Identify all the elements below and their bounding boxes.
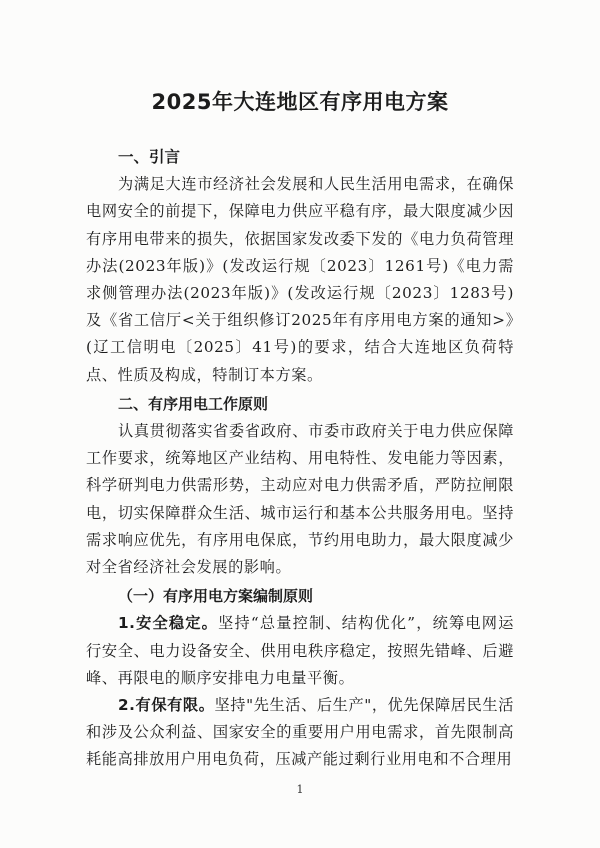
principle-item-safety-label: 1.安全稳定。	[118, 614, 219, 633]
principles-paragraph: 认真贯彻落实省委省政府、市委市政府关于电力供应保障工作要求，统筹地区产业结构、用电特性、发电能力等因素，科学研判电力供需形势，主动应对电力供需矛盾，严防拉闸限电，切实保障群众生活、城市运行和基本公共服务用电。坚持需求响应优先，有序用电保底，节约用电助力，最大限度减少对全省经济社会发展的影响。	[86, 422, 514, 577]
document-body	[86, 144, 514, 774]
introduction-paragraph: 为满足大连市经济社会发展和人民生活用电需求，在确保电网安全的前提下，保障电力供应平稳有序，最大限度减少因有序用电带来的损失，依据国家发改委下发的《电力负荷管理办法(2023年版)》(发改运行规〔2023〕1261号)《电力需求侧管理办法(2023年版)》(发改运行规〔2023〕1283号)及《省工信厅<关于组织修订2025年有序用电方案的通知>》(辽工信明电〔2025〕41号)的要求，结合大连地区负荷特点、性质及构成，特制订本方案。	[86, 175, 514, 384]
principle-item-priority-text: 坚持"先生活、后生产"，优先保障居民生活和涉及公众利益、国家安全的重要用户用电需求，首先限制高耗能高排放用户用电负荷，压减产能过剩行业用电和不合理用	[86, 696, 514, 769]
document-title: 2025年大连地区有序用电方案	[151, 90, 449, 114]
principle-item-safety	[86, 610, 514, 692]
principle-item-priority-label: 2.有保有限。	[118, 696, 215, 715]
principle-item-safety-text: 坚持“总量控制、结构优化”，统筹电网运行安全、电力设备安全、供用电秩序稳定，按照先错峰、后避峰、再限电的顺序安排电力电量平衡。	[86, 614, 514, 687]
section-heading-introduction: 一、引言	[118, 148, 181, 166]
page-number: 1	[296, 783, 304, 796]
section-heading-principles: 二、有序用电工作原则	[118, 394, 269, 413]
principle-item-priority	[86, 692, 514, 774]
subsection-heading-compilation: （一）有序用电方案编制原则	[118, 587, 314, 606]
